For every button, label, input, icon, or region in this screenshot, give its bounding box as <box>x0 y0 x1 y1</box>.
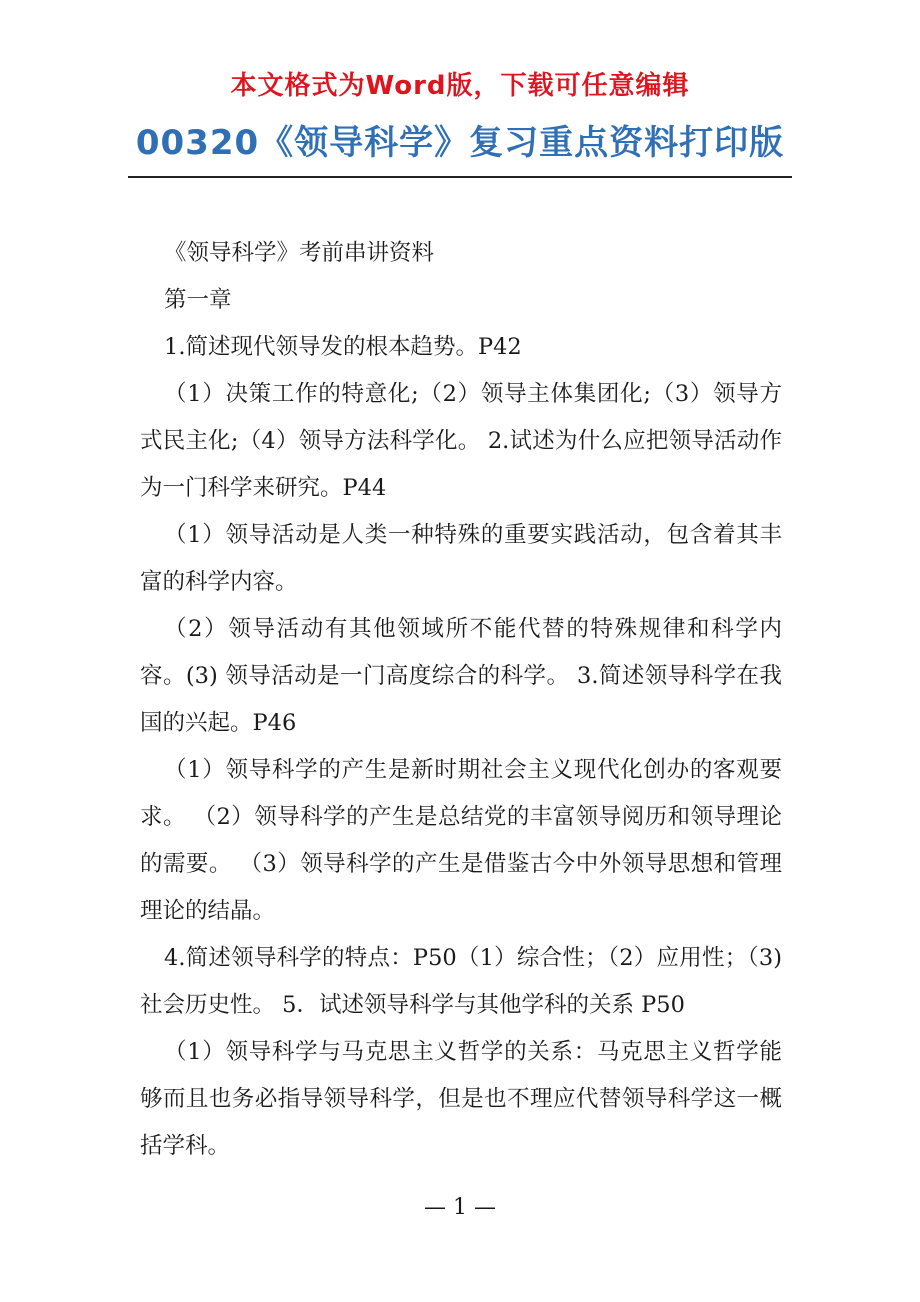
paragraph-chapter: 第一章 <box>164 287 232 313</box>
paragraph-subtitle: 《领导科学》考前串讲资料 <box>164 240 435 266</box>
format-notice: 本文格式为Word版，下载可任意编辑 <box>230 71 690 101</box>
paragraph-a2-2: （2）领导活动有其他领域所不能代替的特殊规律和科学内容。(3) 领导活动是一门高度综合的科学。 3.简述领导科学在我国的兴起。P46 <box>140 616 782 736</box>
document-body <box>140 230 782 1170</box>
title-divider <box>128 176 792 178</box>
document-title: 00320《领导科学》复习重点资料打印版 <box>135 123 785 163</box>
paragraph-a2-1: （1）领导活动是人类一种特殊的重要实践活动，包含着其丰富的科学内容。 <box>140 522 782 595</box>
paragraph-a3: （1）领导科学的产生是新时期社会主义现代化创办的客观要求。 （2）领导科学的产生是总结党的丰富领导阅历和领导理论的需要。 （3）领导科学的产生是借鉴古今中外领导思想和管理理论的结晶。 <box>140 757 782 924</box>
paragraph-a1: （1）决策工作的特意化;（2）领导主体集团化;（3）领导方式民主化;（4）领导方法科学化。 2.试述为什么应把领导活动作为一门科学来研究。P44 <box>140 381 782 501</box>
paragraph-q4: 4.简述领导科学的特点：P50（1）综合性；（2）应用性；（3) 社会历史性。 5．试述领导科学与其他学科的关系 P50 <box>140 945 782 1018</box>
paragraph-a5: （1）领导科学与马克思主义哲学的关系：马克思主义哲学能够而且也务必指导领导科学，但是也不理应代替领导科学这一概括学科。 <box>140 1039 782 1159</box>
page-number: — 1 — <box>424 1195 496 1220</box>
paragraph-q1: 1.简述现代领导发的根本趋势。P42 <box>164 334 522 360</box>
